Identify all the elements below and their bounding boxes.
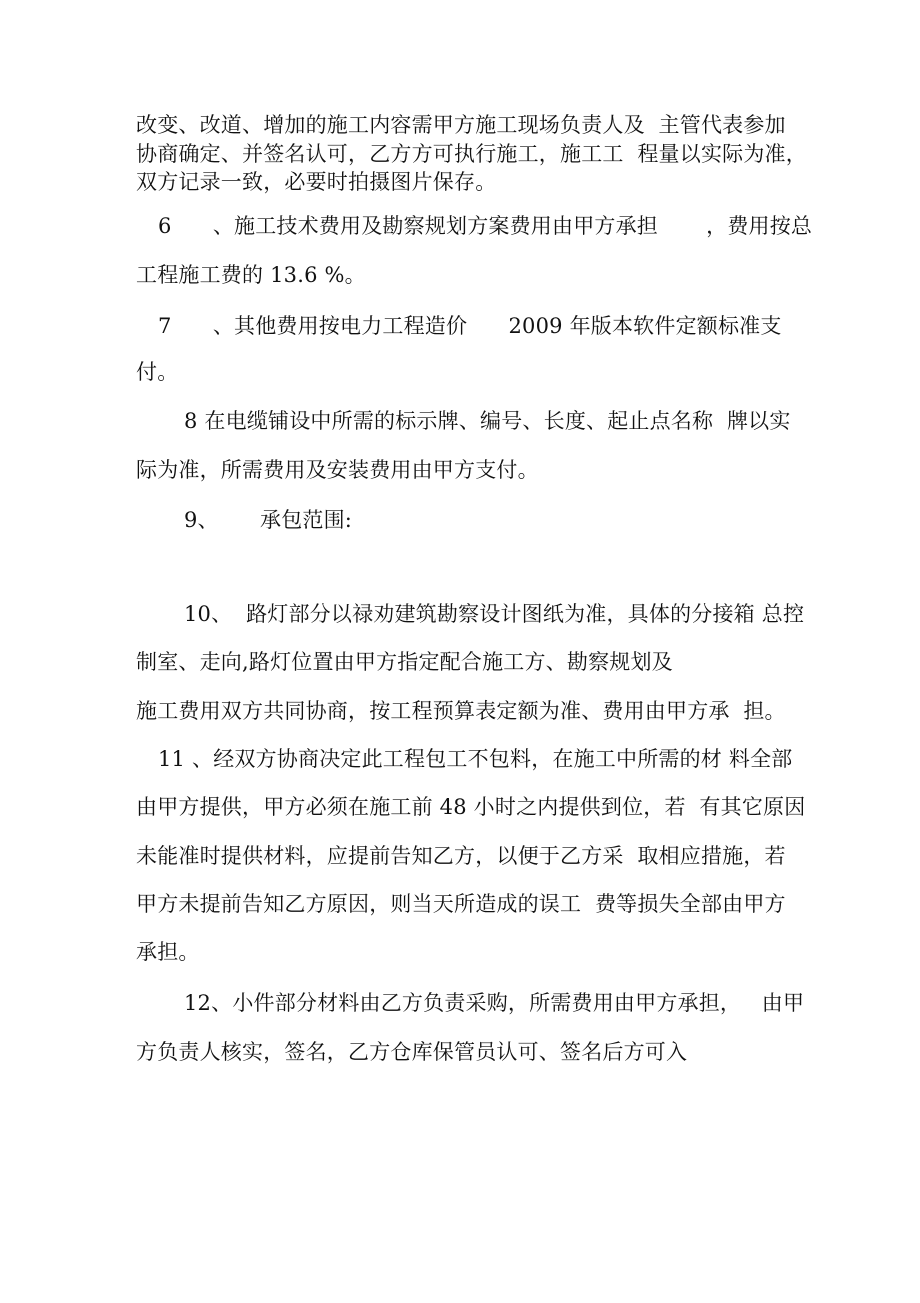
text-line: 工程施工费的 13.6 %。: [136, 263, 366, 287]
text-line: 改变、改道、增加的施工内容需甲方施工现场负责人及 主管代表参加: [136, 113, 786, 137]
text-line: 6 、施工技术费用及勘察规划方案费用由甲方承担 ，费用按总: [158, 214, 813, 238]
text-line: 未能准时提供材料，应提前告知乙方，以便于乙方采 取相应措施，若: [136, 844, 786, 868]
text-line: 10、 路灯部分以禄劝建筑勘察设计图纸为准，具体的分接箱 总控: [184, 602, 805, 626]
text-line: 9、 承包范围:: [184, 508, 353, 532]
text-line: 方负责人核实，签名，乙方仓库保管员认可、签名后方可入: [136, 1040, 688, 1064]
text-line: 8 在电缆铺设中所需的标示牌、编号、长度、起止点名称 牌以实: [184, 409, 791, 433]
text-line: 协商确定、并签名认可，乙方方可执行施工，施工工 程量以实际为准，: [136, 142, 807, 166]
text-line: 际为准，所需费用及安装费用由甲方支付。: [136, 458, 539, 482]
text-line: 承担。: [136, 940, 200, 964]
text-line: 甲方未提前告知乙方原因，则当天所造成的误工 费等损失全部由甲方: [136, 892, 786, 916]
text-line: 制室、走向,路灯位置由甲方指定配合施工方、勘察规划及: [136, 650, 673, 674]
text-line: 付。: [136, 360, 179, 384]
text-line: 双方记录一致，必要时拍摄图片保存。: [136, 170, 497, 194]
text-line: 12、小件部分材料由乙方负责采购，所需费用由甲方承担， 由甲: [184, 991, 805, 1015]
text-line: 7 、其他费用按电力工程造价 2009 年版本软件定额标准支: [158, 314, 782, 338]
text-line: 11 、经双方协商决定此工程包工不包料，在施工中所需的材 料全部: [158, 747, 793, 771]
text-line: 施工费用双方共同协商，按工程预算表定额为准、费用由甲方承 担。: [136, 699, 786, 723]
text-line: 由甲方提供，甲方必须在施工前 48 小时之内提供到位，若 有其它原因: [136, 795, 806, 819]
